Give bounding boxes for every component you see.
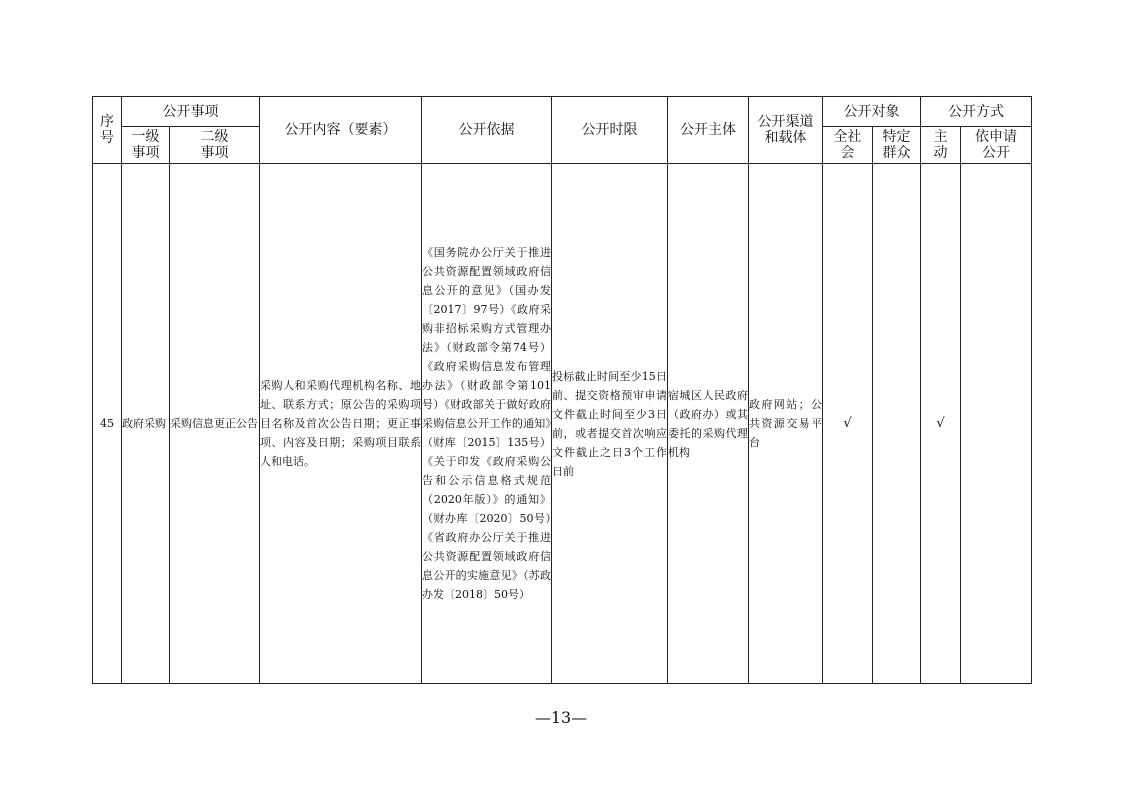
- table-row: [93, 164, 1032, 684]
- header-items-group: 公开事项: [122, 97, 260, 127]
- header-level2: 二级 事项: [170, 127, 260, 164]
- row-seq: 45: [93, 164, 122, 684]
- row-audience-specific-check: [873, 164, 921, 684]
- header-time-limit: 公开时限: [552, 97, 668, 164]
- header-level1: 一级 事项: [122, 127, 170, 164]
- header-audience-group: 公开对象: [823, 97, 921, 127]
- header-row-top: [93, 97, 1032, 127]
- header-content: 公开内容（要素）: [260, 97, 422, 164]
- header-audience-all: 全社 会: [823, 127, 873, 164]
- header-basis: 公开依据: [422, 97, 552, 164]
- header-audience-specific: 特定 群众: [873, 127, 921, 164]
- row-level1: 政府采购: [122, 164, 170, 684]
- row-basis: 《国务院办公厅关于推进公共资源配置领域政府信息公开的意见》（国办发〔2017〕97号）《政府采购非招标采购方式管理办法》（财政部令第74号）《政府采购信息发布管理办法》（财政部令第101号）《财政部关于做好政府采购信息公开工作的通知》（财库〔2015〕135号）《关于印发《政府采购公告和公示信息格式规范（2020年版）》的通知》（财办库〔2020〕50号）《省政府办公厅关于推进公共资源配置领域政府信息公开的实施意见》（苏政办发〔2018〕50号）: [422, 164, 552, 684]
- header-subject: 公开主体: [668, 97, 749, 164]
- header-method-active: 主 动: [921, 127, 961, 164]
- header-seq: 序 号: [93, 97, 122, 164]
- header-method-group: 公开方式: [921, 97, 1032, 127]
- row-audience-all-check: √: [823, 164, 873, 684]
- row-level2: 采购信息更正公告: [170, 164, 260, 684]
- row-channel: 政府网站；公共资源交易平台: [749, 164, 823, 684]
- row-method-request-check: [961, 164, 1032, 684]
- header-channel: 公开渠道 和载体: [749, 97, 823, 164]
- row-method-active-check: √: [921, 164, 961, 684]
- row-time-limit: 投标截止时间至少15日前、提交资格预审申请文件截止时间至少3日前，或者提交首次响应文件截止之日3个工作日前: [552, 164, 668, 684]
- row-subject: 宿城区人民政府（政府办）或其委托的采购代理机构: [668, 164, 749, 684]
- row-content: 采购人和采购代理机构名称、地址、联系方式；原公告的采购项目名称及首次公告日期；更正事项、内容及日期；采购项目联系人和电话。: [260, 164, 422, 684]
- disclosure-table: [92, 96, 1032, 684]
- disclosure-table-page: [92, 96, 1031, 684]
- header-method-request: 依申请 公开: [961, 127, 1032, 164]
- page-number: —13—: [534, 708, 588, 727]
